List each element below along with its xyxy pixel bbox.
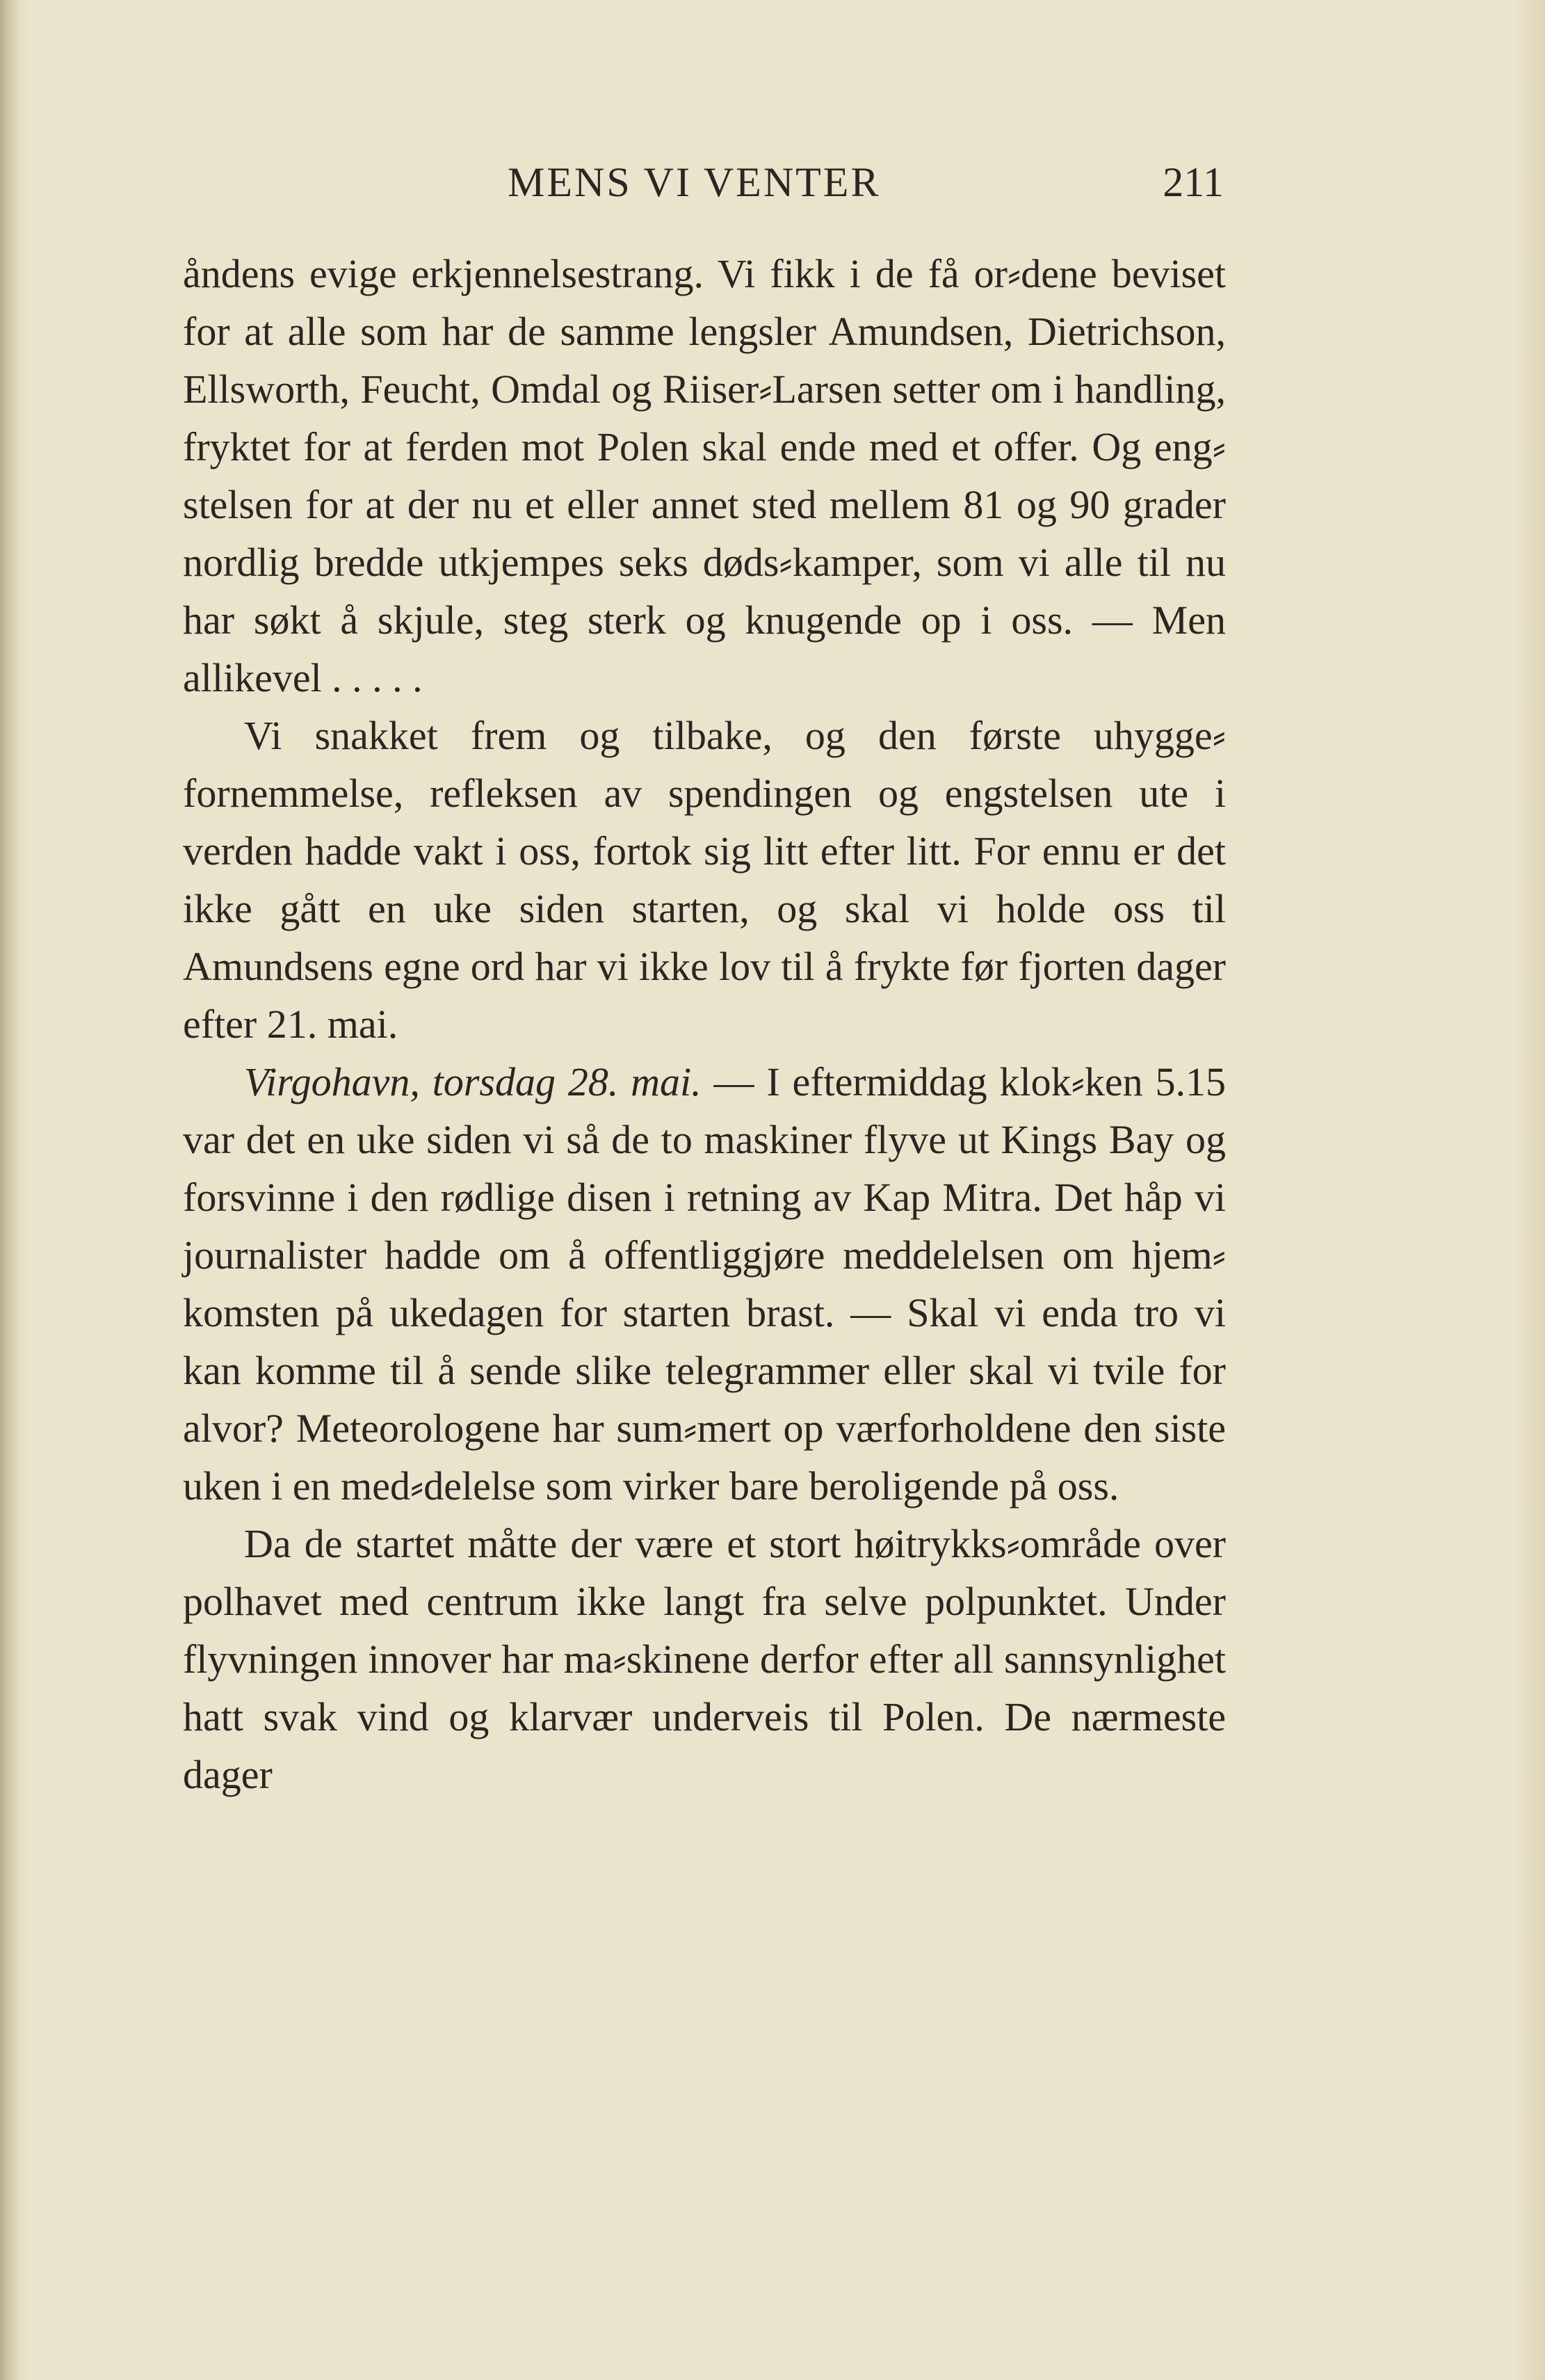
dateline: Virgohavn, torsdag 28. mai.: [244, 1059, 702, 1104]
body-text: [183, 245, 1226, 1803]
page-number: 211: [1163, 159, 1224, 205]
paragraph-4: Da de startet måtte der være et stort høitrykks⸗område over polhavet med centrum ikke langt fra selve polpunktet. Under flyvningen innover har ma⸗skinene derfor efter all sannsynlighet hatt svak vind og klarvær underveis til Polen. De nærmeste dager: [183, 1521, 1226, 1797]
page-header: [181, 159, 1224, 221]
paragraph-1: åndens evige erkjennelsestrang. Vi fikk i de få or⸗dene beviset for at alle som har de samme lengsler Amundsen, Dietrichson, Ellsworth, Feucht, Omdal og Riiser⸗Larsen setter om i handling, fryktet for at ferden mot Polen skal ende med et offer. Og eng⸗stelsen for at der nu et eller annet sted mellem 81 og 90 grader nordlig bredde utkjempes seks døds⸗kamper, som vi alle til nu har søkt å skjule, steg sterk og knugende op i oss. — Men allikevel . . . . .: [183, 251, 1226, 700]
paragraph-2: Vi snakket frem og tilbake, og den første uhygge⸗fornemmelse, refleksen av spendingen og engstelsen ute i verden hadde vakt i oss, fortok sig litt efter litt. For ennu er det ikke gått en uke siden starten, og skal vi holde oss til Amundsens egne ord har vi ikke lov til å frykte før fjorten dager efter 21. mai.: [183, 713, 1226, 1047]
paragraph-3-text: — I eftermiddag klok⸗ken 5.15 var det en uke siden vi så de to maskiner flyve ut Kings Bay og forsvinne i den rødlige disen i retning av Kap Mitra. Det håp vi journalister hadde om å offentliggjøre meddelelsen om hjem⸗komsten på ukedagen for starten brast. — Skal vi enda tro vi kan komme til å sende slike telegrammer eller skal vi tvile for alvor? Meteorologene har sum⸗mert op værforholdene den siste uken i en med⸗delelse som virker bare beroligende på oss.: [183, 1059, 1226, 1509]
running-title: MENS VI VENTER: [508, 159, 881, 205]
paragraph-3: [183, 1053, 1226, 1515]
page-edge-shadow: [0, 0, 21, 2380]
